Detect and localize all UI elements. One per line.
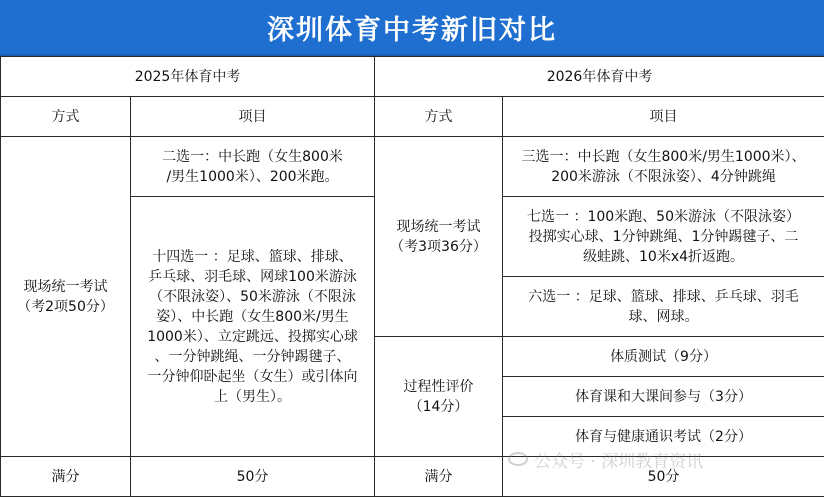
method-process-2026: 过程性评价 （14分） [375, 337, 503, 457]
method-onsite-2026: 现场统一考试 （考3项36分） [375, 137, 503, 337]
col-item-2025: 项目 [131, 97, 375, 137]
item-three-choice-2026: 三选一：中长跑（女生800米/男生1000米）、 200米游泳（不限泳姿）、4分钟跳绳 [503, 137, 824, 197]
watermark-text: 公众号 · 深圳教育资讯 [534, 447, 703, 472]
full-label-2026: 满分 [375, 457, 503, 497]
col-method-2025: 方式 [1, 97, 131, 137]
full-value-2025: 50分 [131, 457, 375, 497]
page-title: 深圳体育中考新旧对比 [0, 0, 824, 56]
comparison-table [0, 56, 824, 497]
full-score-row [1, 457, 824, 497]
full-value-2026: 50分 [503, 457, 824, 497]
item-pe-class-2026: 体育课和大课间参与（3分） [503, 377, 824, 417]
header-2026: 2026年体育中考 [375, 57, 824, 97]
item-fitness-2026: 体质测试（9分） [503, 337, 824, 377]
item-seven-choice-2026: 七选一 ：100米跑、50米游泳（不限泳姿） 投掷实心球、1分钟跳绳、1分钟踢毽子、二 级蛙跳、10米x4折返跑。 [503, 197, 824, 277]
method-onsite-2025: 现场统一考试 （考2项50分） [1, 137, 131, 457]
col-item-2026: 项目 [503, 97, 824, 137]
column-header-row [1, 97, 824, 137]
table-row [1, 137, 824, 197]
full-label-2025: 满分 [1, 457, 131, 497]
item-health-exam-2026: 体育与健康通识考试（2分） [503, 417, 824, 457]
col-method-2026: 方式 [375, 97, 503, 137]
item-two-choice-2025: 二选一：中长跑（女生800米 /男生1000米）、200米跑。 [131, 137, 375, 197]
year-header-row [1, 57, 824, 97]
header-2025: 2025年体育中考 [1, 57, 375, 97]
item-six-choice-2026: 六选一 ：足球、篮球、排球、乒乓球、羽毛 球、网球。 [503, 277, 824, 337]
item-fourteen-choice-2025: 十四选一 ：足球、篮球、排球、 乒乓球、羽毛球、网球100米游泳 （不限泳姿）、50米游泳（不限泳 姿）、中长跑（女生800米/男生 1000米）、立定跳远、投掷实心球 、一分钟跳绳、一分钟踢毽子、 一分钟仰卧起坐（女生）或引体向 上（男生）。 [131, 197, 375, 457]
